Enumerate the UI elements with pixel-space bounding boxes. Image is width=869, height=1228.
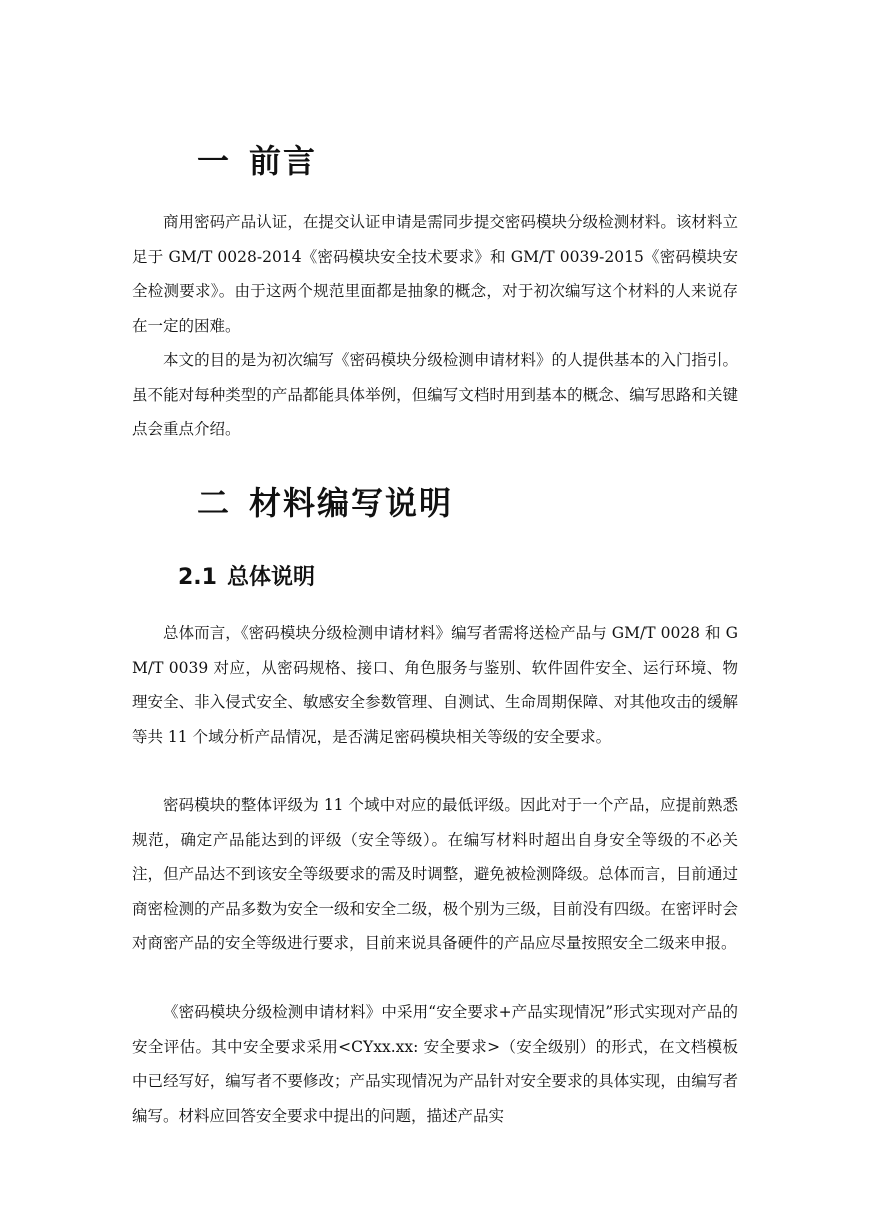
paragraph: 本文的目的是为初次编写《密码模块分级检测申请材料》的人提供基本的入门指引。虽不能对每种类型的产品都能具体举例，但编写文档时用到基本的概念、编写思路和关键点会重点介绍。	[132, 351, 738, 438]
section-heading-preface	[197, 136, 317, 182]
section-title: 材料编写说明	[249, 484, 454, 522]
section-number: 一	[197, 142, 232, 180]
section-number: 二	[197, 484, 232, 522]
paragraph: 总体而言，《密码模块分级检测申请材料》编写者需将送检产品与 GM/T 0028 和 GM/T 0039 对应，从密码规格、接口、角色服务与鉴别、软件固件安全、运行环境、物理安全、非入侵式安全、敏感安全参数管理、自测试、生命周期保障、对其他攻击的缓解等共 11 个域分析产品情况，是否满足密码模块相关等级的安全要求。	[132, 624, 738, 746]
subsection-title: 总体说明	[226, 565, 315, 590]
subsection-heading-overview	[178, 560, 315, 591]
paragraph: 密码模块的整体评级为 11 个域中对应的最低评级。因此对于一个产品，应提前熟悉规范，确定产品能达到的评级（安全等级）。在编写材料时超出自身安全等级的不必关注，但产品达不到该安全等级要求的需及时调整，避免被检测降级。总体而言，目前通过商密检测的产品多数为安全一级和安全二级，极个别为三级，目前没有四级。在密评时会对商密产品的安全等级进行要求，目前来说具备硬件的产品应尽量按照安全二级来申报。	[132, 796, 738, 952]
subsection-number: 2.1	[178, 565, 217, 590]
section-heading-material-writing	[197, 478, 453, 524]
section-title: 前言	[249, 142, 318, 180]
paragraph: 《密码模块分级检测申请材料》中采用“安全要求+产品实现情况”形式实现对产品的安全评估。其中安全要求采用<CYxx.xx: 安全要求>（安全级别）的形式，在文档模板中已经写好，编写者不要修改；产品实现情况为产品针对安全要求的具体实现，由编写者编写。材料应回答安全要求中提出的问题，描述产品实	[132, 1003, 738, 1125]
paragraph: 商用密码产品认证，在提交认证申请是需同步提交密码模块分级检测材料。该材料立足于 GM/T 0028-2014《密码模块安全技术要求》和 GM/T 0039-2015《密码模块安全检测要求》。由于这两个规范里面都是抽象的概念，对于初次编写这个材料的人来说存在一定的困难。	[132, 213, 738, 335]
